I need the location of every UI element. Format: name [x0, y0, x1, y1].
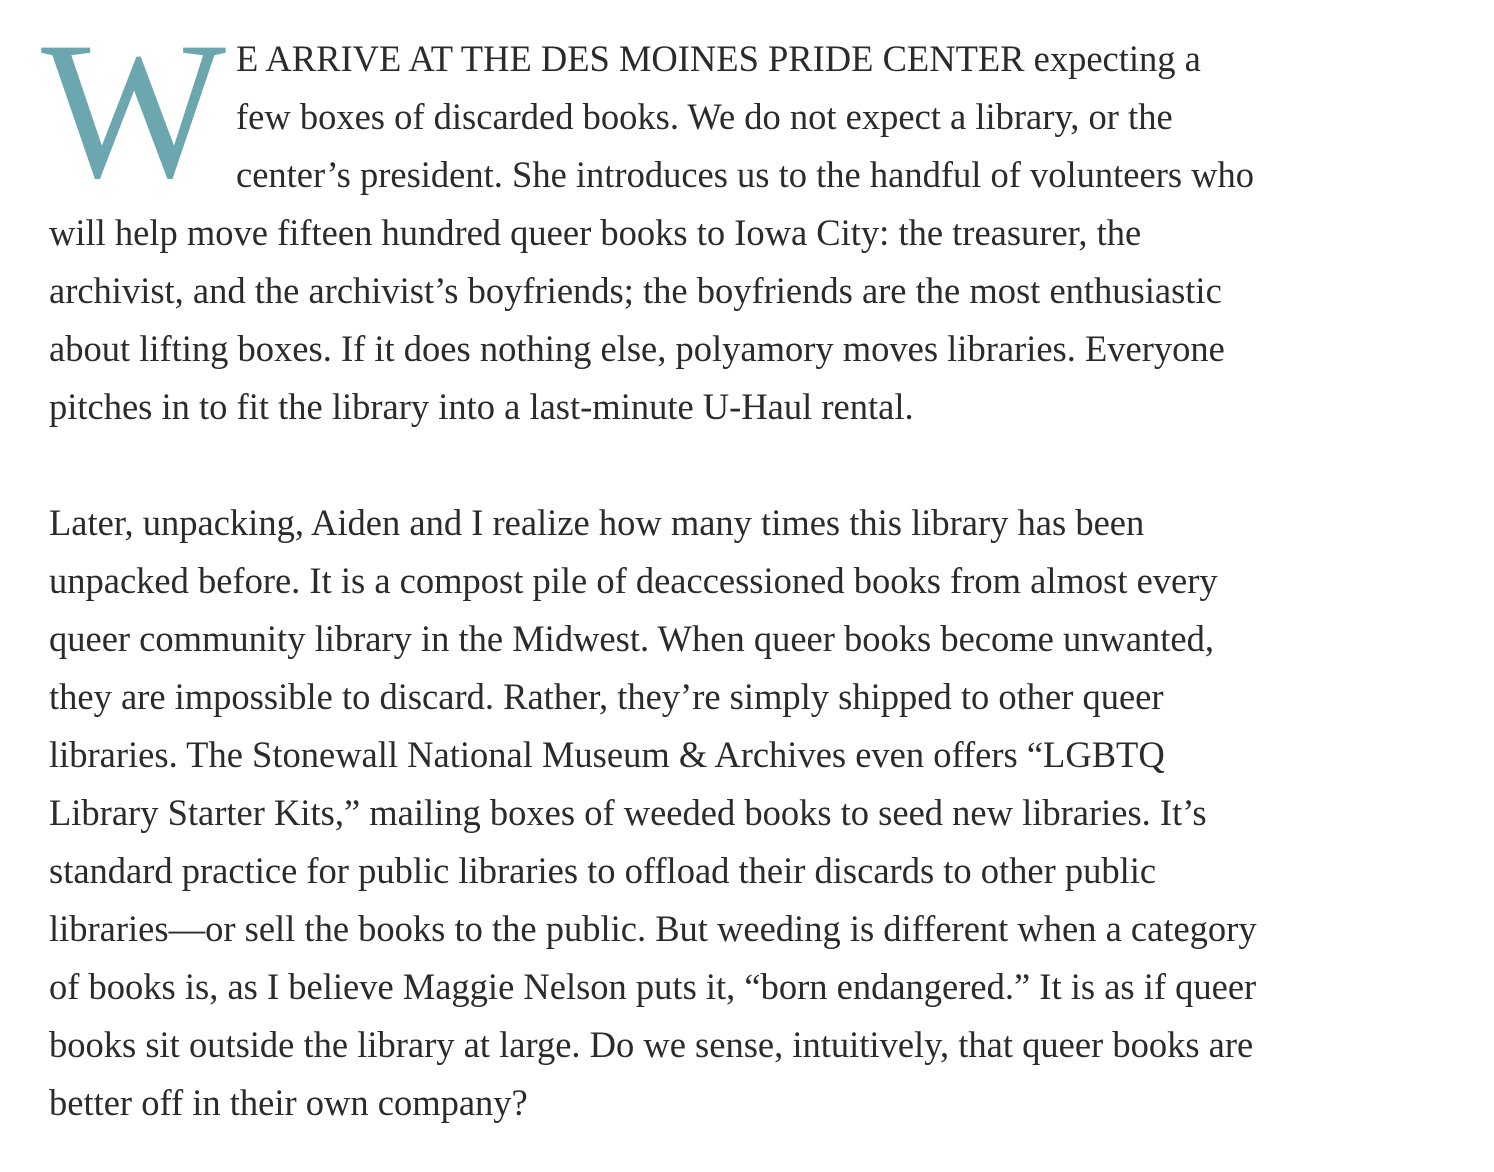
text-line: E ARRIVE AT THE DES MOINES PRIDE CENTER expecting a — [236, 38, 1201, 79]
text-line: pitches in to fit the library into a last-minute U-Haul rental. — [49, 386, 914, 427]
text-line: about lifting boxes. If it does nothing else, polyamory moves libraries. Everyone — [49, 328, 1225, 369]
article-body — [41, 2, 1469, 1132]
drop-cap-letter: W — [41, 2, 226, 219]
text-line: books sit outside the library at large. Do we sense, intuitively, that queer books are — [49, 1024, 1254, 1065]
text-line: queer community library in the Midwest. When queer books become unwanted, — [49, 618, 1214, 659]
text-line: standard practice for public libraries to offload their discards to other public — [49, 850, 1157, 891]
text-line: will help move fifteen hundred queer books to Iowa City: the treasurer, the — [49, 212, 1142, 253]
text-line: archivist, and the archivist’s boyfriends; the boyfriends are the most enthusiastic — [49, 270, 1222, 311]
text-line: Later, unpacking, Aiden and I realize how many times this library has been — [49, 502, 1145, 543]
text-line: few boxes of discarded books. We do not expect a library, or the — [236, 96, 1173, 137]
text-line: libraries—or sell the books to the public. But weeding is different when a category — [49, 908, 1257, 949]
text-line: they are impossible to discard. Rather, they’re simply shipped to other queer — [49, 676, 1164, 717]
text-line: of books is, as I believe Maggie Nelson puts it, “born endangered.” It is as if queer — [49, 966, 1257, 1007]
text-line: Library Starter Kits,” mailing boxes of weeded books to seed new libraries. It’s — [49, 792, 1207, 833]
text-line: better off in their own company? — [49, 1082, 528, 1123]
paragraph-2 — [49, 494, 1469, 1132]
text-line: center’s president. She introduces us to the handful of volunteers who — [236, 154, 1255, 195]
text-line: libraries. The Stonewall National Museum & Archives even offers “LGBTQ — [49, 734, 1165, 775]
text-line: unpacked before. It is a compost pile of deaccessioned books from almost every — [49, 560, 1218, 601]
paragraph-1 — [41, 2, 1469, 436]
